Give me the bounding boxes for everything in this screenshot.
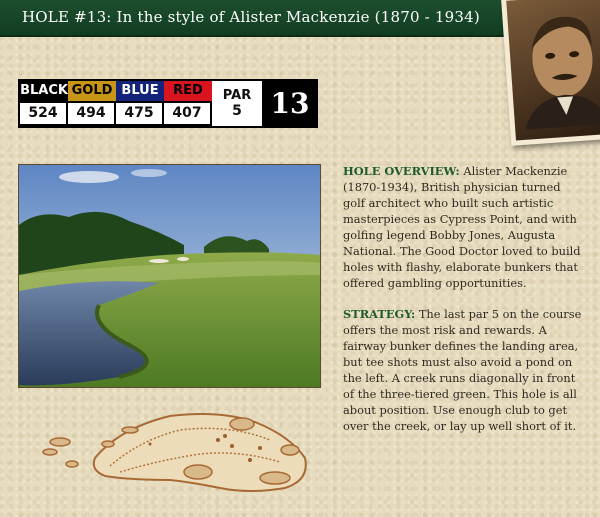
par-value: 5 <box>232 103 242 119</box>
tee-name: BLACK <box>20 81 68 101</box>
tee-red <box>164 81 212 126</box>
overview-label: HOLE OVERVIEW: <box>343 164 460 178</box>
portrait-image <box>506 0 600 130</box>
tee-name: RED <box>164 81 212 101</box>
tee-yardage: 494 <box>68 101 116 124</box>
tee-yardage: 407 <box>164 101 212 124</box>
hole-number: 13 <box>264 81 316 126</box>
overview-paragraph <box>343 163 583 291</box>
tee-gold <box>68 81 116 126</box>
tee-blue <box>116 81 164 126</box>
page-title: HOLE #13: In the style of Alister Mackenzie (1870 - 1934) <box>22 8 480 26</box>
scorecard <box>18 79 318 128</box>
tee-name: GOLD <box>68 81 116 101</box>
par-label: PAR <box>222 88 252 103</box>
strategy-label: STRATEGY: <box>343 307 416 321</box>
hole-photo <box>18 164 321 388</box>
par-box <box>212 81 264 126</box>
hole-layout-sketch <box>20 400 320 500</box>
tee-yardage: 475 <box>116 101 164 124</box>
tee-yardage: 524 <box>20 101 68 124</box>
architect-portrait <box>501 0 600 146</box>
tee-black <box>20 81 68 126</box>
strategy-paragraph <box>343 306 583 434</box>
strategy-text: The last par 5 on the course offers the most risk and rewards. A fairway bunker defines the landing area, but tee shots must also avoid a pond on the left. A creek runs diagonally in front of the three-tiered green. This hole is all about position. Use enough club to get over the creek, or lay up well short of it. <box>343 307 582 433</box>
tee-name: BLUE <box>116 81 164 101</box>
overview-text: Alister Mackenzie (1870-1934), British physician turned golf architect who built such artistic masterpieces as Cypress Point, and with golfing legend Bobby Jones, Augusta National. The Good Doctor loved to build holes with flashy, elaborate bunkers that offered gambling opportunities. <box>343 164 581 290</box>
hole-description <box>343 163 583 449</box>
